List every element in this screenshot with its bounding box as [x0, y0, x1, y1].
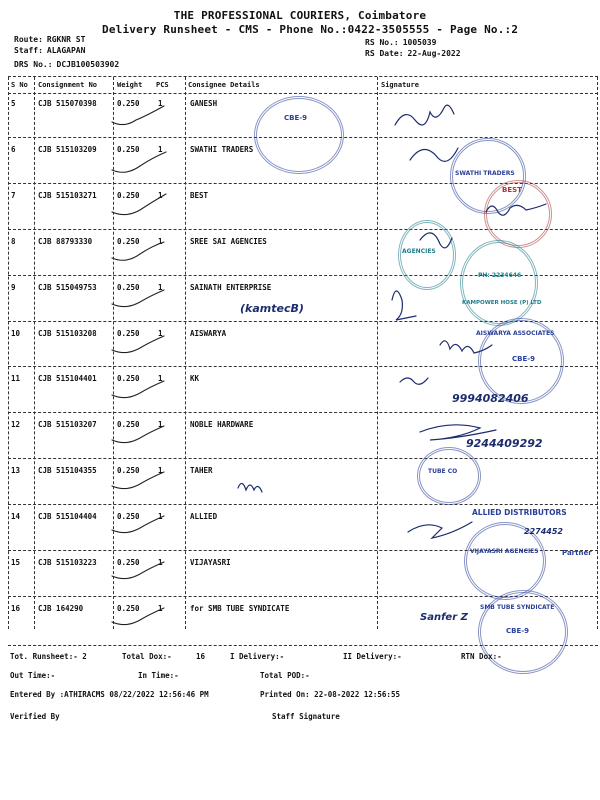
- footer-top-rule: [8, 645, 598, 646]
- row-pcs: 1: [158, 558, 163, 567]
- row-consignment-no: CJB 515070398: [38, 99, 97, 108]
- row-pcs: 1: [158, 603, 163, 613]
- row-pcs: 1: [158, 144, 163, 154]
- row-consignee: ALLIED: [190, 512, 218, 522]
- row-consignee: for SMB TUBE SYNDICATE: [190, 603, 290, 613]
- signature-row-9: [392, 291, 416, 320]
- row-consignment-no: CJB 164290: [38, 603, 84, 613]
- entered-by: Entered By :ATHIRACMS 08/22/2022 12:56:46 PM: [10, 690, 209, 699]
- row-weight: 0.250: [117, 558, 140, 567]
- in-time: In Time:-: [138, 671, 179, 680]
- row-consignee: GANESH: [190, 99, 218, 108]
- rs-no-value: 1005039: [402, 38, 437, 47]
- signer-handwriting: Sanfer Z: [420, 612, 468, 623]
- row-consignment-no: CJB 515104355: [38, 466, 97, 476]
- row-weight: 0.250: [117, 512, 140, 522]
- row-weight: 0.250: [117, 99, 140, 108]
- tick-row-13: [112, 472, 164, 489]
- phone-handwriting-3: 2274452: [524, 527, 563, 536]
- row-sno: 16: [11, 603, 21, 613]
- staff-label: Staff:: [14, 46, 43, 55]
- cbe9-stamp-label: CBE-9: [284, 114, 308, 122]
- row-consignee: KK: [190, 374, 200, 384]
- col-header-consignee: Consignee Details: [188, 81, 260, 89]
- swathi-stamp-label: SWATHI TRADERS: [455, 170, 515, 177]
- row-pcs: 1: [158, 420, 163, 430]
- row-pcs: 1: [158, 374, 163, 384]
- row-sno: 5: [11, 99, 16, 108]
- kampower-stamp-label: KAMPOWER HOSE (P) LTD: [462, 300, 542, 306]
- row-consignee: TAHER: [190, 466, 213, 476]
- drs-label: DRS No.:: [14, 60, 53, 69]
- tick-row-5: [112, 106, 164, 125]
- col-header-signature: Signature: [381, 81, 419, 89]
- row-sno: 11: [11, 374, 21, 384]
- tick-row-16: [112, 608, 164, 625]
- kamtech-handwriting: (kamtecB): [240, 302, 304, 315]
- total-pod: Total POD:-: [260, 671, 310, 680]
- tick-row-15: [112, 562, 164, 579]
- row-consignee: BEST: [190, 190, 209, 200]
- printed-on: Printed On: 22-08-2022 12:56:55: [260, 690, 400, 699]
- signature-row-11: [400, 378, 428, 384]
- signature-row-8: [420, 233, 452, 248]
- row-pcs: 1: [158, 512, 163, 522]
- tot-runsheet: Tot. Runsheet:- 2: [10, 652, 87, 661]
- row-consignee: AISWARYA: [190, 328, 227, 338]
- row-consignee: SREE SAI AGENCIES: [190, 236, 267, 246]
- staff-signature: Staff Signature: [272, 712, 340, 721]
- signature-row-13: [238, 483, 262, 492]
- route-label: Route:: [14, 35, 43, 44]
- col-header-pcs: PCS: [156, 81, 169, 89]
- row-consignment-no: CJB 88793330: [38, 236, 93, 246]
- phone-handwriting-1: 9994082406: [452, 392, 529, 405]
- route-value: RGKNR ST: [46, 35, 86, 44]
- row-sno: 12: [11, 420, 21, 430]
- row-pcs: 1: [158, 282, 163, 292]
- signature-row-12: [420, 425, 496, 440]
- cbe9-stamp-label: CBE-9: [506, 627, 530, 635]
- tick-marks: [112, 106, 166, 625]
- tick-row-6: [112, 152, 166, 172]
- rs-date-value: 22-Aug-2022: [407, 49, 461, 58]
- row-weight: 0.250: [117, 603, 140, 613]
- vijayasri-stamp-label: VIJAYASRI AGENCIES: [470, 548, 539, 555]
- row-pcs: 1: [158, 466, 163, 476]
- rs-no-label: RS No.:: [365, 38, 399, 47]
- row-sno: 6: [11, 144, 16, 154]
- verified-by: Verified By: [10, 712, 60, 721]
- row-sno: 15: [11, 558, 21, 567]
- row-consignment-no: CJB 515103208: [38, 328, 97, 338]
- document-title: THE PROFESSIONAL COURIERS, Coimbatore: [173, 9, 427, 22]
- row-consignment-no: CJB 515103223: [38, 558, 97, 567]
- partner-stamp-label: Partner: [562, 549, 592, 557]
- row-weight: 0.250: [117, 420, 140, 430]
- tick-row-10: [112, 336, 164, 353]
- row-sno: 9: [11, 282, 16, 292]
- signature-row-5: [395, 105, 454, 125]
- row-consignment-no: CJB 515103207: [38, 420, 97, 430]
- tube-co-stamp-label: TUBE CO: [428, 468, 458, 475]
- row-weight: 0.250: [117, 144, 140, 154]
- row-pcs: 1: [158, 236, 163, 246]
- row-sno: 14: [11, 512, 21, 522]
- tick-row-8: [112, 242, 164, 260]
- tick-row-14: [112, 516, 164, 533]
- row-consignment-no: CJB 515103271: [38, 190, 97, 200]
- row-consignee: NOBLE HARDWARE: [190, 420, 254, 430]
- kampower-phone-label: PH: 2234646: [478, 272, 522, 279]
- row-pcs: 1: [158, 99, 163, 108]
- rtn-dox: RTN Dox:-: [461, 652, 502, 661]
- row-pcs: 1: [158, 190, 163, 200]
- row-consignment-no: CJB 515104401: [38, 374, 97, 384]
- col-header-weight: Weight: [117, 81, 143, 89]
- row-sno: 8: [11, 236, 16, 246]
- best-stamp-label: BEST: [502, 186, 522, 194]
- sree-sai-stamp-label: AGENCIES: [402, 248, 436, 255]
- row-consignee: VIJAYASRI: [190, 558, 231, 567]
- row-sno: 7: [11, 190, 16, 200]
- staff-value: ALAGAPAN: [46, 46, 86, 55]
- tick-row-11: [112, 381, 164, 398]
- row-consignee: SWATHI TRADERS: [190, 144, 254, 154]
- signature-row-6: [410, 148, 458, 161]
- tick-row-9: [112, 290, 164, 307]
- row-consignee: SAINATH ENTERPRISE: [190, 282, 272, 292]
- row-sno: 13: [11, 466, 21, 476]
- row-weight: 0.250: [117, 374, 140, 384]
- row-consignment-no: CJB 515049753: [38, 282, 97, 292]
- out-time: Out Time:-: [10, 671, 56, 680]
- signature-row-7: [486, 204, 546, 215]
- row-weight: 0.250: [117, 328, 140, 338]
- rs-date-label: RS Date:: [365, 49, 404, 58]
- smb-stamp-label: SMB TUBE SYNDICATE: [480, 604, 555, 611]
- row-weight: 0.250: [117, 236, 140, 246]
- row-weight: 0.250: [117, 466, 140, 476]
- phone-handwriting-2: 9244409292: [466, 437, 543, 450]
- row-pcs: 1: [158, 328, 163, 338]
- ii-delivery: II Delivery:-: [343, 652, 402, 661]
- total-dox-value: 16: [196, 652, 206, 661]
- row-weight: 0.250: [117, 282, 140, 292]
- i-delivery: I Delivery:-: [230, 652, 285, 661]
- total-dox-label: Total Dox:-: [122, 652, 172, 661]
- row-consignment-no: CJB 515103209: [38, 144, 97, 154]
- allied-stamp-label: ALLIED DISTRIBUTORS: [472, 508, 567, 517]
- row-sno: 10: [11, 328, 21, 338]
- row-weight: 0.250: [117, 190, 140, 200]
- signature-row-14: [408, 522, 472, 538]
- tick-row-7: [112, 194, 166, 215]
- cbe9-stamp-label: CBE-9: [512, 355, 536, 363]
- aiswarya-stamp-label: AISWARYA ASSOCIATES: [476, 330, 555, 337]
- col-header-consignment: Consignment No: [38, 81, 98, 89]
- col-header-sno: S No: [11, 81, 28, 89]
- document-subtitle: Delivery Runsheet - CMS - Phone No.:0422-3505555 - Page No.:2: [102, 23, 519, 36]
- signature-row-10: [440, 341, 492, 353]
- row-consignment-no: CJB 515104404: [38, 512, 97, 522]
- tick-row-12: [112, 426, 164, 443]
- drs-value: DCJB100503902: [56, 60, 120, 69]
